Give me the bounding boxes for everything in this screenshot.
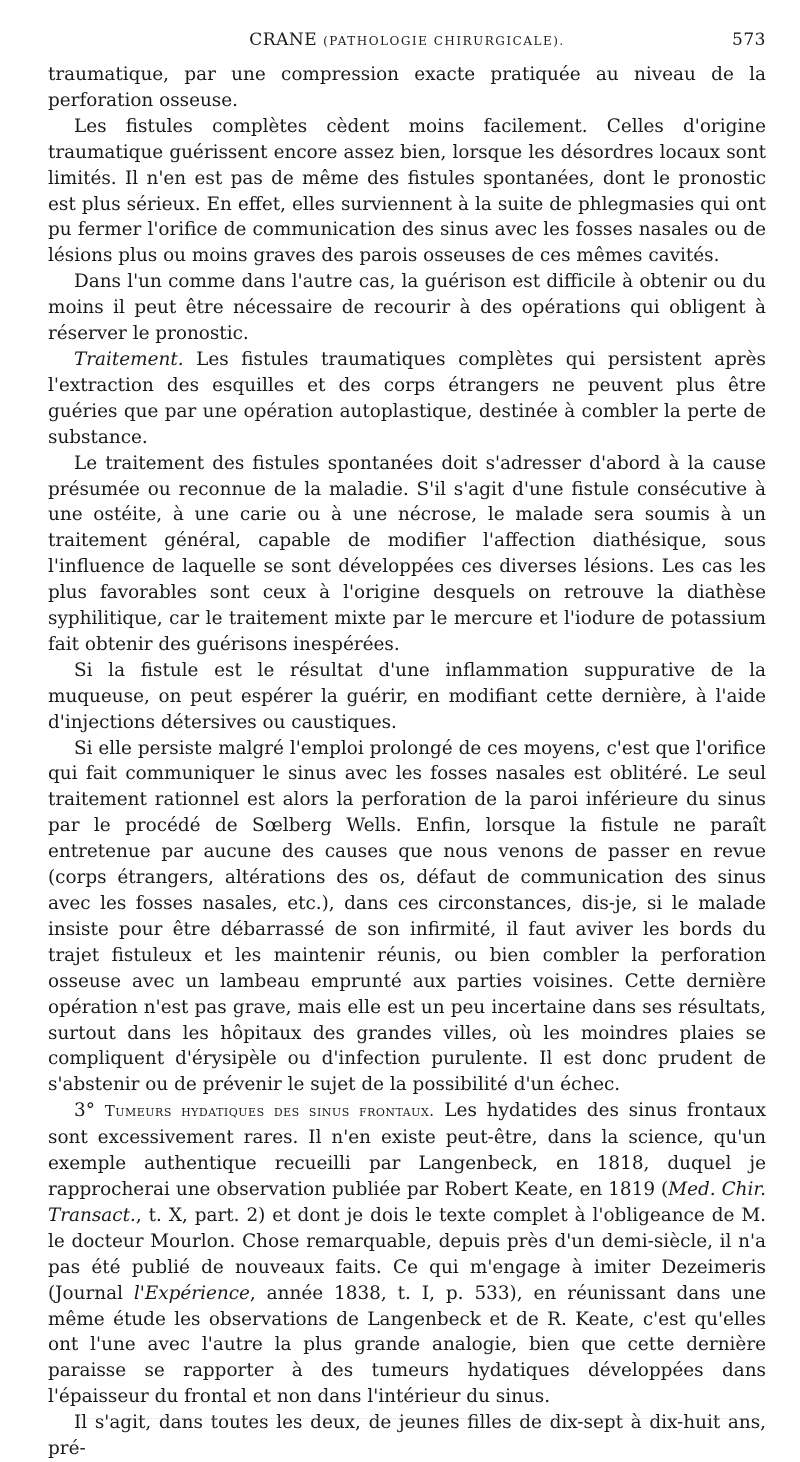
citation-experience: l'Expérience	[133, 1282, 250, 1304]
paragraph-5-text: Le traitement des fistules spontanées doit s'adresser d'abord à la cause présumée ou reconnue de la maladie. S'il s'agit d'une fistule consécutive à une ostéite, à une carie ou à une nécrose, le malade sera soumis à un traitement général, capable de modifier l'affection diathésique, sous l'influence de laquelle se sont développées ces diverses lésions. Les cas les plus favorables sont ceux à l'origine desquels on retrouve la diathèse syphilitique, car le traitement mixte par le mercure et l'iodure de potassium fait obtenir des guérisons inespérées.	[48, 452, 766, 655]
paragraph-8-text-b: , t. X, part. 2) et dont je dois le texte complet à l'obligeance de M. le docteur Mourlon. Chose remarquable, depuis près d'un demi-siècle, il n'a pas été publié de nouveaux faits. Ce qui m'engage à imiter Dezeimeris (Journal	[48, 1204, 766, 1304]
paragraph-5	[48, 451, 766, 658]
paragraph-2	[48, 114, 766, 269]
paragraph-4	[48, 347, 766, 451]
paragraph-6	[48, 658, 766, 736]
paragraph-8-text-a: Les hydatides des sinus frontaux sont excessivement rares. Il n'en existe peut-être, dans la science, qu'un exemple authentique recueilli par Langenbeck, en 1818, duquel je rapprocherai une observation publiée par Robert Keate, en 1819 (	[48, 1100, 766, 1200]
paragraph-8	[48, 1098, 766, 1410]
paragraph-4-text: Les fistules traumatiques complètes qui persistent après l'extraction des esquilles et des corps étrangers ne peuvent plus être guéries que par une opération autoplastique, destinée à combler la perte de substance.	[48, 348, 766, 448]
running-header	[48, 30, 766, 56]
paragraph-2-text: Les fistules complètes cèdent moins facilement. Celles d'origine traumatique guérissent encore assez bien, lorsque les désordres locaux sont limités. Il n'en est pas de même des fistules spontanées, dont le pronostic est plus sérieux. En effet, elles surviennent à la suite de phlegmasies qui ont pu fermer l'orifice de communication des sinus avec les fosses nasales ou de lésions plus ou moins graves des parois osseuses de ces mêmes cavités.	[48, 115, 766, 267]
page-number: 573	[732, 30, 766, 50]
body-text	[48, 62, 766, 1462]
paragraph-8-text-c: , année 1838, t. I, p. 533), en réunissant dans une même étude les observations de Langenbeck et de R. Keate, c'est qu'elles ont l'une avec l'autre la plus grande analogie, bien que cette dernière paraisse se rapporter à des tumeurs hydatiques développées dans l'épaisseur du frontal et non dans l'intérieur du sinus.	[48, 1282, 766, 1408]
page-bottom-marks	[80, 1418, 760, 1427]
paragraph-9-text: Il s'agit, dans toutes les deux, de jeunes filles de dix-sept à dix-huit ans, pré-	[48, 1412, 766, 1460]
paragraph-1	[48, 62, 766, 114]
section-lead-traitement: Traitement.	[74, 348, 184, 370]
paragraph-6-text: Si la fistule est le résultat d'une inflammation suppurative de la muqueuse, on peut espérer la guérir, en modifiant cette dernière, à l'aide d'injections détersives ou caustiques.	[48, 659, 766, 733]
citation-journal: Med. Chir. Transact.	[48, 1178, 767, 1226]
section-heading: Tumeurs hydatiques des sinus frontaux.	[104, 1102, 435, 1121]
paragraph-1-text: traumatique, par une compression exacte pratiquée au niveau de la perforation osseuse.	[48, 64, 766, 111]
paragraph-3	[48, 269, 766, 347]
paragraph-3-text: Dans l'un comme dans l'autre cas, la guérison est difficile à obtenir ou du moins il peut être nécessaire de recourir à des opérations qui obligent à réserver le pronostic.	[48, 271, 766, 345]
paragraph-7-text: Si elle persiste malgré l'emploi prolongé de ces moyens, c'est que l'orifice qui fait communiquer le sinus avec les fosses nasales est oblitéré. Le seul traitement rationnel est alors la perforation de la paroi inférieure du sinus par le procédé de Sœlberg Wells. Enfin, lorsque la fistule ne paraît entretenue par aucune des causes que nous venons de passer en revue (corps étrangers, altérations des os, défaut de communication des sinus avec les fosses nasales, etc.), dans ces circonstances, dis-je, si le malade insiste pour être débarrassé de son infirmité, il faut aviver les bords du trajet fistuleux et les maintenir réunis, ou bien combler la perforation osseuse avec un lambeau emprunté aux parties voisines. Cette dernière opération n'est pas grave, mais elle est un peu incertaine dans ses résultats, surtout dans les hôpitaux des grandes villes, où les moindres plaies se compliquent d'érysipèle ou d'infection purulente. Il est donc prudent de s'abstenir ou de prévenir le sujet de la possibilité d'un échec.	[48, 737, 766, 1096]
running-title	[48, 30, 766, 50]
paragraph-7	[48, 736, 766, 1099]
section-number: 3°	[74, 1100, 95, 1122]
running-title-main: CRANE	[249, 30, 318, 50]
running-title-sub: (PATHOLOGIE CHIRURGICALE).	[323, 34, 565, 48]
